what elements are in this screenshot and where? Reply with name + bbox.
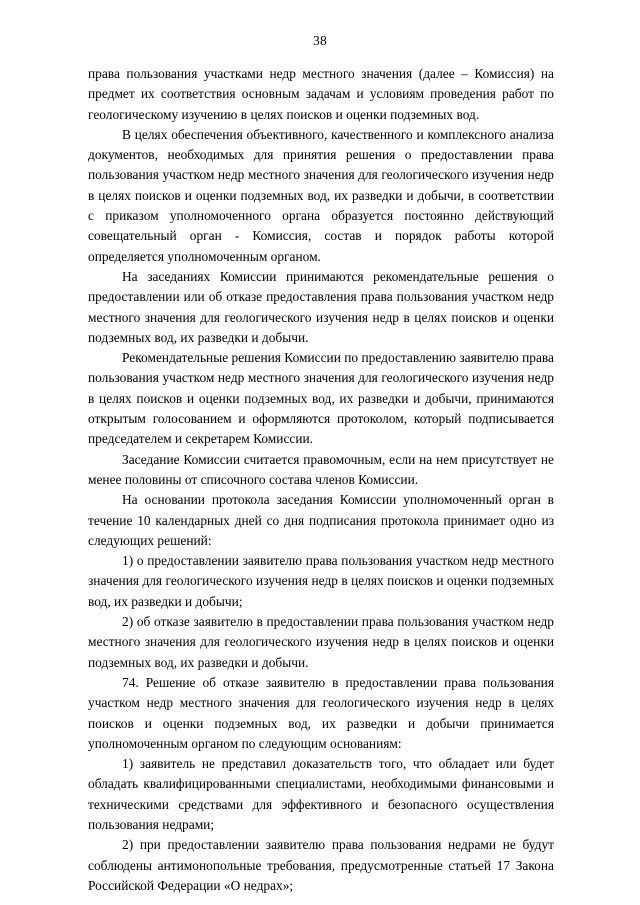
paragraph: Рекомендательные решения Комиссии по предоставлению заявителю права пользования участком недр местного значения для геологического изучения недр в целях поисков и оценки подземных вод, их разведки и добычи, принимаются открытым голосованием и оформляются протоколом, который подписывается председателем и секретарем Комиссии. xyxy=(88,350,554,447)
paragraph: 2) при предоставлении заявителю права пользования недрами не будут соблюдены антимонопольные требования, предусмотренные статьей 17 Закона Российской Федерации «О недрах»; xyxy=(88,837,554,893)
paragraph: права пользования участками недр местного значения (далее – Комиссия) на предмет их соответствия основным задачам и условиям проведения работ по геологическому изучению в целях поисков и оценки подземных вод. xyxy=(88,66,554,122)
paragraph: 2) об отказе заявителю в предоставлении права пользования участком недр местного значения для геологического изучения недр в целях поисков и оценки подземных вод, их разведки и добычи. xyxy=(88,614,554,670)
paragraph: 1) о предоставлении заявителю права пользования участком недр местного значения для геологического изучения недр в целях поисков и оценки подземных вод, их разведки и добычи; xyxy=(88,553,554,609)
paragraph: Заседание Комиссии считается правомочным, если на нем присутствует не менее половины от списочного состава членов Комиссии. xyxy=(88,451,554,487)
paragraph: 1) заявитель не представил доказательств того, что обладает или будет обладать квалифицированными специалистами, необходимыми финансовыми и техническими средствами для эффективного и безопасного осуществления пользования недрами; xyxy=(88,756,554,832)
paragraph: В целях обеспечения объективного, качественного и комплексного анализа документов, необходимых для принятия решения о предоставлении права пользования участком недр местного значения для геологического изучения недр в целях поисков и оценки подземных вод, их разведки и добычи, в соответствии с приказом уполномоченного органа образуется постоянно действующий совещательный орган - Комиссия, состав и порядок работы которой определяется уполномоченным органом. xyxy=(88,126,554,264)
paragraph: 74. Решение об отказе заявителю в предоставлении права пользования участком недр местного значения для геологического изучения недр в целях поисков и оценки подземных вод, их разведки и добычи принимается уполномоченным органом по следующим основаниям: xyxy=(88,674,554,751)
page-number: 38 xyxy=(313,33,327,48)
paragraph: На основании протокола заседания Комиссии уполномоченный орган в течение 10 календарных дней со дня подписания протокола принимает одно из следующих решений: xyxy=(88,492,554,548)
document-body xyxy=(88,64,554,896)
paragraph: На заседаниях Комиссии принимаются рекомендательные решения о предоставлении или об отказе предоставления права пользования участком недр местного значения для геологического изучения недр в целях поисков и оценки подземных вод, их разведки и добычи. xyxy=(88,268,554,345)
